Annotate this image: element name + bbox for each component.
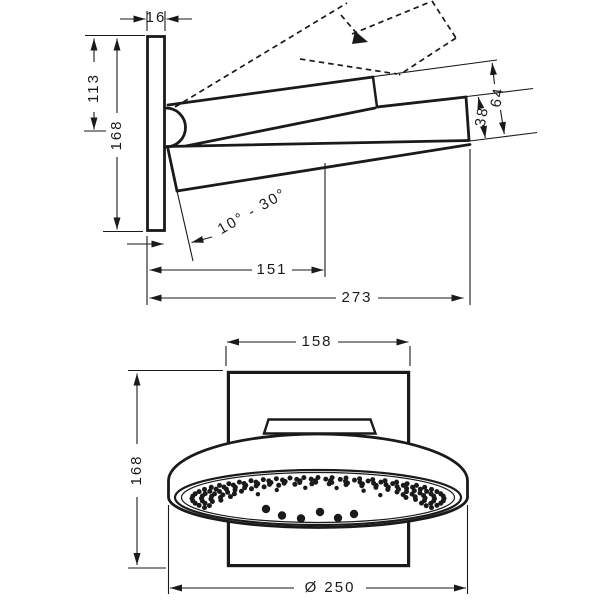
front-view <box>128 333 468 596</box>
shower-arm-outline <box>168 77 377 146</box>
dim-bracket-width-label: 158 <box>301 333 333 350</box>
dim-end-height-label: 64 <box>487 85 508 109</box>
dim-tilt-range-label: 10° - 30° <box>214 184 290 238</box>
dim-wall-to-center-label: 151 <box>256 261 288 278</box>
pivot-cap <box>166 108 186 147</box>
dim-tilt-range <box>192 185 290 243</box>
arm-connector <box>264 420 376 434</box>
dim-plate-thickness-label: 16 <box>145 9 167 26</box>
dim-head-diameter-label: Ø 250 <box>304 579 356 596</box>
dim-bracket-height <box>128 374 145 566</box>
side-view <box>84 1 537 306</box>
tilt-radius-line <box>177 191 193 261</box>
dim-bracket-height-label: 168 <box>128 454 145 486</box>
dim-bracket-width <box>227 333 409 350</box>
dim-plate-height <box>108 39 125 230</box>
dim-wall-to-center <box>150 261 324 278</box>
dim-plate-height-label: 168 <box>108 119 125 151</box>
dim-total-reach-label: 273 <box>341 289 373 306</box>
dim-end-height <box>487 63 507 134</box>
dim-plate-thickness <box>120 9 192 26</box>
wall-plate <box>148 37 165 231</box>
dim-top-to-pivot <box>85 39 102 130</box>
shower-head-outline <box>167 97 469 147</box>
head-tilted-down-outline <box>168 145 470 262</box>
dim-top-to-pivot-label: 113 <box>85 73 102 103</box>
dashed-raised-position <box>175 1 456 107</box>
dim-total-reach <box>150 289 464 306</box>
dim-head-thickness-label: 38 <box>471 104 493 129</box>
dim-head-diameter <box>170 579 466 596</box>
